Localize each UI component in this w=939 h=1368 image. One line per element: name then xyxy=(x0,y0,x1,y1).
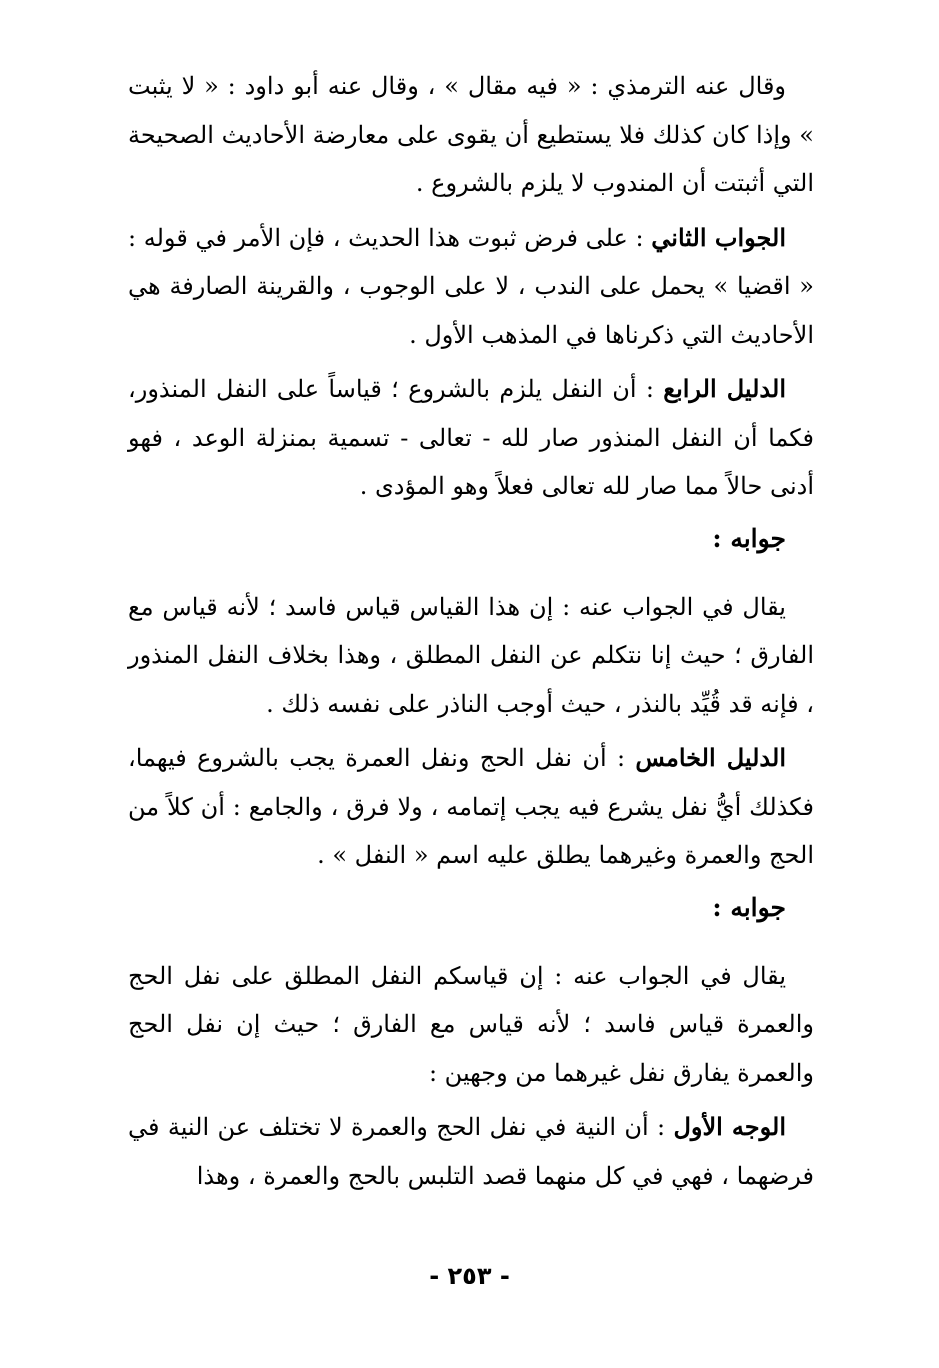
paragraph-second-answer xyxy=(128,214,814,360)
paragraph-fifth-evidence-text: : أن نفل الحج ونفل العمرة يجب بالشروع فيهما، فكذلك أيُّ نفل يشرع فيه يجب إتمامه ، ولا فرق ، والجامع : أن كلاً من الحج والعمرة وغيرهما يطلق عليه اسم « النفل » . xyxy=(128,744,814,869)
paragraph-fourth-evidence-text: : أن النفل يلزم بالشروع ؛ قياساً على النفل المنذور، فكما أن النفل المنذور صار لله - تعالى - تسمية بمنزلة الوعد ، فهو أدنى حالاً مما صار لله تعالى فعلاً وهو المؤدى . xyxy=(128,375,814,500)
paragraph-first-aspect-text: : أن النية في نفل الحج والعمرة لا تختلف عن النية في فرضهما ، فهي في كل منهما قصد التلبس بالحج والعمرة ، وهذا xyxy=(128,1113,814,1190)
page-number: - ٢٥٣ - xyxy=(429,1262,510,1290)
paragraph-fifth-evidence xyxy=(128,734,814,880)
paragraph-answer-2: يقال في الجواب عنه : إن قياسكم النفل المطلق على نفل الحج والعمرة قياس فاسد ؛ لأنه قياس مع الفارق ؛ حيث إن نفل الحج والعمرة يفارق نفل غيرهما من وجهين : xyxy=(128,961,814,1087)
paragraph-fourth-evidence xyxy=(128,365,814,511)
paragraph-1: وقال عنه الترمذي : « فيه مقال » ، وقال عنه أبو داود : « لا يثبت » وإذا كان كذلك فلا يستطيع أن يقوى على معارضة الأحاديث الصحيحة التي أثبتت أن المندوب لا يلزم بالشروع . xyxy=(128,72,814,197)
heading-first-aspect: الوجه الأول xyxy=(673,1112,786,1141)
paragraph-answer-1: يقال في الجواب عنه : إن هذا القياس قياس فاسد ؛ لأنه قياس مع الفارق ؛ حيث إنا نتكلم عن النفل المطلق ، وهذا بخلاف النفل المنذور ، فإنه قد قُيِّد بالنذر ، حيث أوجب الناذر على نفسه ذلك . xyxy=(128,592,814,718)
heading-second-answer: الجواب الثاني xyxy=(651,222,786,252)
paragraph-second-answer-text: : على فرض ثبوت هذا الحديث ، فإن الأمر في قوله : « اقضيا » يحمل على الندب ، لا على الوجوب ، والقرينة الصارفة هي الأحاديث التي ذكرناها في المذهب الأول . xyxy=(128,223,814,349)
heading-fourth-evidence: الدليل الرابع xyxy=(663,374,787,403)
answer-heading-2: جوابه : xyxy=(712,892,786,922)
page-body xyxy=(128,62,814,1206)
paragraph-first-aspect xyxy=(128,1103,814,1200)
heading-fifth-evidence: الدليل الخامس xyxy=(635,743,787,772)
answer-heading-1: جوابه : xyxy=(712,523,786,553)
